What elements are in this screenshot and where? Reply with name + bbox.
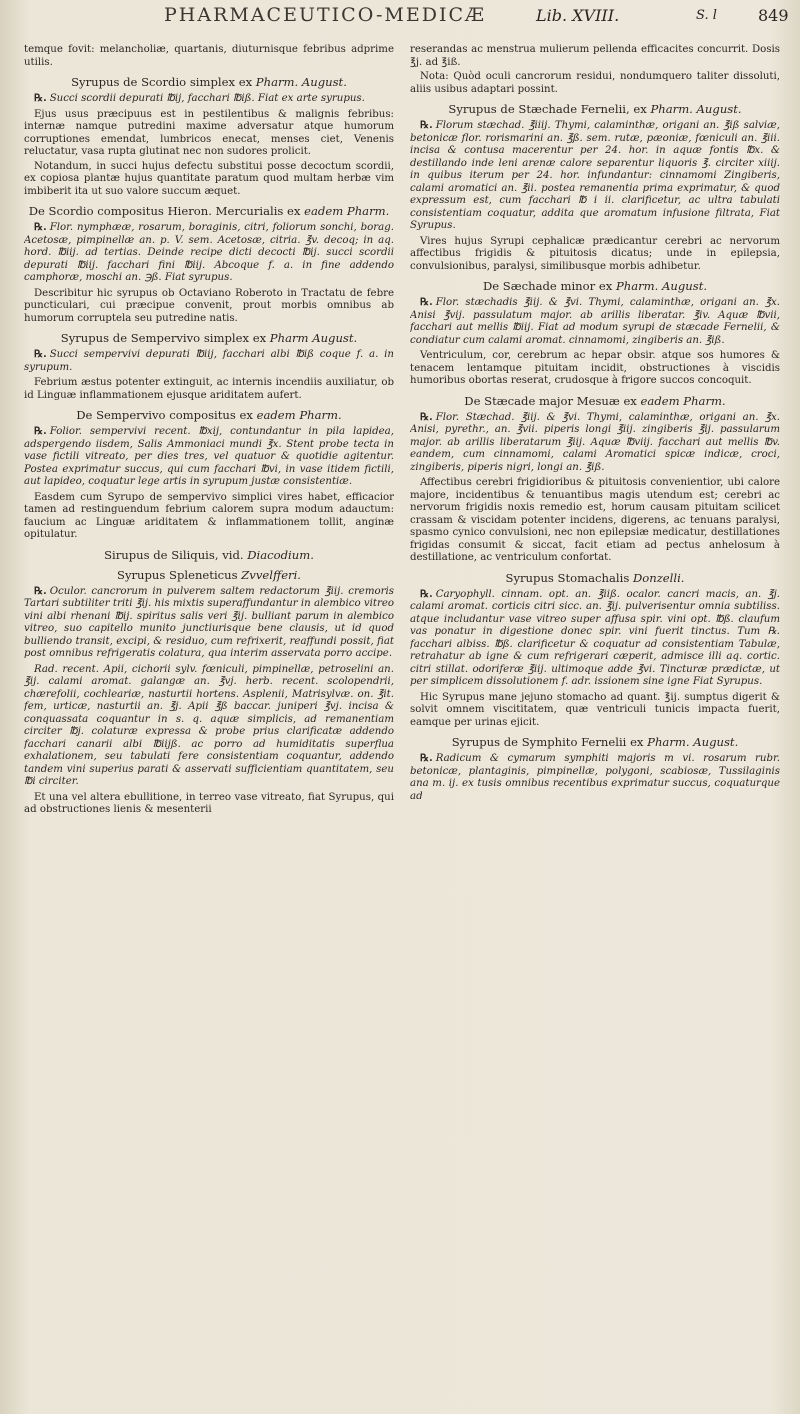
paragraph: Describitur hic syrupus ob Octaviano Roberoto in Tractatu de febre puncticulari, cui præcipue convenit, prout morbis omnibus ab humorum corruptela seu putredine natis. (24, 287, 394, 324)
heading-source: Diacodium. (247, 547, 314, 562)
formula-text: Succi sempervivi depurati ℔iij, facchari albi ℔iß coque f. a. in syrupum. (24, 349, 394, 373)
page-number: 849 (758, 6, 789, 25)
heading-source: Pharm. August. (650, 102, 742, 116)
recipe-formula (24, 92, 394, 106)
paragraph: temque fovit: melancholiæ, quartanis, diuturnisque febribus adprime utilis. (24, 44, 394, 68)
text-columns (24, 44, 782, 1398)
heading-text: Syrupus Spleneticus (117, 567, 242, 582)
recipe-formula (24, 348, 394, 374)
recipe-formula (410, 588, 780, 689)
recipe-symbol: ℞. (420, 752, 433, 764)
heading-source: eadem Pharm. (256, 408, 342, 422)
heading-source: Pharm August. (269, 331, 358, 345)
recipe-heading (410, 394, 780, 408)
recipe-heading (24, 75, 394, 89)
paragraph: Hic Syrupus mane jejuno stomacho ad quant. ℥ij. sumptus digerit & solvit omnem viscititatem, quæ ventriculi tunicis impacta fuerit, eamque per urinas ejicit. (410, 691, 780, 728)
heading-text: Syrupus de Scordio simplex ex (71, 75, 256, 89)
recipe-symbol: ℞. (420, 296, 433, 308)
recipe-formula (24, 664, 394, 789)
heading-source: Pharm. August. (255, 75, 347, 89)
recipe-formula (24, 425, 394, 489)
recipe-symbol: ℞. (420, 410, 433, 423)
recipe-heading (410, 279, 780, 293)
heading-source: Pharm. August. (647, 735, 739, 749)
recipe-symbol: ℞. (420, 587, 433, 600)
paragraph: Vires hujus Syrupi cephalicæ prædicantur cerebri ac nervorum affectibus frigidis & pituitosis dicatus; unde in epilepsia, convulsionibus, paralysi, similibusque morbis adhibetur. (410, 235, 780, 272)
heading-source: Donzelli. (632, 570, 685, 585)
recipe-heading (24, 568, 394, 582)
heading-text: Syrupus de Stæchade Fernelii, ex (448, 102, 651, 116)
recipe-symbol: ℞. (34, 425, 47, 437)
formula-text: Folior. sempervivi recent. ℔xij, contundantur in pila lapidea, adspergendo iisdem, Salis Ammoniaci mundi ℥x. Stent probe tecta in vase fictili vitreato, per dies tres, vel quatuor & quotidie agitentur. Postea exprimatur succus, qui cum facchari ℔vi, in vase itidem fictili, aut lapideo, coquatur lege artis in syrupum justæ consistentiæ. (24, 426, 394, 487)
heading-source: eadem Pharm. (640, 393, 726, 408)
left-column (24, 44, 394, 1398)
book-number: Lib. XVIII. (536, 6, 620, 25)
paragraph: Febrium æstus potenter extinguit, ac internis incendiis auxiliatur, ob id Linguæ inflammationem ejusque ariditatem aufert. (24, 377, 394, 401)
formula-text: Radicum & cymarum symphiti majoris m vi. rosarum rubr. betonicæ, plantaginis, pimpinellæ, polygoni, scabiosæ, Tussilaginis ana m. ij. ex tusis omnibus recentibus exprimatur succus, coquaturque ad (410, 753, 780, 802)
recipe-formula (24, 585, 394, 661)
recipe-heading (24, 548, 394, 562)
recipe-formula (410, 296, 780, 347)
formula-text: Flor. Stæchad. ℥iij. & ℥vi. Thymi, calaminthæ, origani an. ℥x. Anisi, pyrethr., an. ℥vii. piperis longi ℥iij. zingiberis ℥ij. passularum major. ab arillis liberatarum ℥iij. Aquæ ℔viij. facchari aut mellis ℔v. eandem, cum cinnamomi, calami Aromatici spicæ indicæ, croci, zingiberis, piperis nigri, longi an. ℥iß. (410, 411, 780, 473)
recipe-heading (410, 571, 780, 585)
paragraph: Nota: Quòd oculi cancrorum residui, nondumquero taliter dissoluti, aliis usibus adaptari possint. (410, 71, 780, 95)
recipe-symbol: ℞. (420, 119, 433, 131)
recipe-formula (410, 752, 780, 803)
recipe-formula (410, 411, 780, 475)
recipe-heading (24, 204, 394, 218)
formula-text: Caryophyll. cinnam. opt. an. ℥iiß. ocalor. cancri macis, an. ℥j. calami aromat. corticis citri sicc. an. ℥ij. pulverisentur omnia subtiliss. atque includantur vase vitreo super affusa spir. vini opt. ℔ß. claufum vas ponatur in digestione donec spir. vini fuerit tinctus. Tum ℞. facchari albiss. ℔ß. clarificetur & coquatur ad consistentiam Tabulæ, retrahatur ab igne & cum refrigerari cæperit, admisce illi aq. cortic. citri stillat. odoriferæ ℥iij. ultimoque adde ℥vi. Tincturæ prædictæ, ut per simplicem dissolutionem f. adr. issionem sine igne Fiat Syrupus. (410, 588, 780, 687)
recipe-symbol: ℞. (34, 348, 47, 360)
paragraph: Et una vel altera ebullitione, in terreo vase vitreato, fiat Syrupus, qui ad obstructiones lienis & mesenterii (24, 791, 394, 815)
formula-text: Flor. stæchadis ℥iij. & ℥vi. Thymi, calaminthæ, origani an. ℥x. Anisi ℥vij. passulatum major. ab arillis liberatar. ℥iv. Aquæ ℔vii, facchari aut mellis ℔iij. Fiat ad modum syrupi de stæcade Fernelii, & condiatur cum calami aromat. cinnamomi, zingiberis an. ℥iß. (410, 297, 780, 346)
heading-text: De Scordio compositus Hieron. Mercurialis ex (28, 204, 305, 218)
heading-source: eadem Pharm. (304, 204, 390, 218)
section-mark: S. l (696, 8, 717, 23)
recipe-heading (410, 102, 780, 116)
paragraph: Ejus usus præcipuus est in pestilentibus & malignis febribus: internæ namque putredini maxime adversatur atque humorum corruptiones emendat, lumbricos enecat, menses ciet, Venenis reluctatur, vasa rupta glutinat nec non sudores prolicit. (24, 108, 394, 157)
formula-text: Florum stæchad. ℥iiij. Thymi, calaminthæ, origani an. ℥iß salviæ, betonicæ flor. rorismarini an. ℥ß. sem. rutæ, pæoniæ, fœniculi an. ℥iii. incisa & contusa macerentur per 24. hor. in aquæ fontis ℔x. & destillando inde leni arenæ calore separentur liquoris ℥. circiter xiiij. in quibus iterum per 24. hor. infundantur: cinnamomi Zingiberis, calami aromatici an. ℥ii. postea remanentia prima exprimatur, & quod expressum est, cum facchari ℔ i ii. clarificetur, ac ultra tabulati consistentiam coquatur, addita que aromatum infusione filtrata, Fiat Syrupus. (410, 120, 780, 231)
paragraph: Affectibus cerebri frigidioribus & pituitosis convenientior, ubi calore majore, incidentibus & tenuantibus magis utendum est; cerebri ac nervorum frigidis noxis remedio est, horum causam pituitam scilicet crassam & viscidam potenter incidens, digerens, ac tenuans paralysi, spasmo cynico convulsioni, nec non epilepsiæ medicatur, destillationes frigidas consumit & siccat, facit etiam ad pectus anhelosum à destillatione, ac ventriculum confortat. (410, 477, 780, 563)
recipe-symbol: ℞. (34, 92, 47, 104)
recipe-heading (24, 408, 394, 422)
heading-text: Syrupus de Sempervivo simplex ex (60, 331, 270, 345)
recipe-symbol: ℞. (34, 584, 47, 597)
heading-text: Syrupus Stomachalis (505, 570, 633, 585)
paragraph: Easdem cum Syrupo de sempervivo simplici vires habet, efficacior tamen ad restinguendum febrium calorem supra modum adauctum: faucium ac Linguæ ariditatem & inflammationem tollit, anginæ opitulatur. (24, 491, 394, 540)
formula-text: Flor. nymphææ, rosarum, boraginis, citri, foliorum sonchi, borag. Acetosæ, pimpinellæ an. p. V. sem. Acetosæ, citria. ℥v. decoq; in aq. hord. ℔iij. ad tertias. Deinde recipe dicti decocti ℔ij. succi scordii depurati ℔iij. facchari fini ℔iij. Abcoque f. a. in fine addendo camphoræ, moschi an. ℈ß. Fiat syrupus. (24, 222, 394, 283)
page-header (24, 0, 789, 44)
paragraph: reserandas ac menstrua mulierum pellenda efficacites concurrit. Dosis ℥j. ad ℥iß. (410, 44, 780, 68)
heading-text: De Sempervivo compositus ex (76, 408, 257, 422)
recipe-symbol: ℞. (34, 221, 47, 233)
running-title: PHARMACEUTICO-MEDICÆ (164, 4, 487, 26)
heading-text: De Stæcade major Mesuæ ex (464, 393, 641, 408)
recipe-formula (410, 119, 780, 233)
paragraph: Notandum, in succi hujus defectu substitui posse decoctum scordii, ex copiosa plantæ hujus quantitate paratum quod multam herbæ vim imbiberit ita ut suo valore succum æquet. (24, 160, 394, 197)
heading-source: Zvvelfferi. (241, 567, 301, 582)
heading-text: De Sæchade minor ex (482, 279, 616, 293)
paragraph: Ventriculum, cor, cerebrum ac hepar obsir. atque sos humores & tenacem lentamque pituitam incidit, obstructiones à viscidis humoribus obortas reserat, crudosque à frigore succos concoquit. (410, 350, 780, 386)
recipe-heading (24, 331, 394, 345)
formula-text: Succi scordii depurati ℔ij, facchari ℔iß. Fiat ex arte syrupus. (49, 93, 365, 104)
recipe-formula (24, 221, 394, 285)
formula-text: Oculor. cancrorum in pulverem saltem redactorum ℥iij. cremoris Tartari subtiliter triti ℥ij. his mixtis superaffundantur in alembico vitreo vini albi rhenani ℔ij. spiritus salis veri ℥ij. bulliant parum in alembico vitreo, suo capitello munito junctiurisque bene clausis, ut id quod bulliendo transit, excipi, & residuo, cum refrixerit, reaffundi possit, fiat post omnibus refrigeratis colatura, qua interim asservata porro accipe. (24, 585, 394, 659)
heading-source: Pharm. August. (615, 279, 708, 293)
heading-text: Syrupus de Symphito Fernelii ex (451, 735, 648, 749)
recipe-heading (410, 735, 780, 749)
heading-text: Sirupus de Siliquis, vid. (104, 547, 248, 562)
formula-text: Rad. recent. Apii, cichorii sylv. fœniculi, pimpinellæ, petroselini an. ℥ij. calami aromat. galangæ an. ℥vj. herb. recent. scolopendrii, chærefolii, cochleariæ, nasturtii hortens. Asplenii, Matrisylvæ. on. ℥it. fem, urticæ, nasturtii an. ℥j. Apii ℥ß baccar. juniperi ℥vj. incisa & conquassata coquantur in s. q. aquæ simplicis, ad remanentiam circiter ℔j. colaturæ expressa & probe prius clarificatæ addendo facchari canarii albi ℔iijß. ac porro ad humiditatis superflua exhalationem, seu tabulati fere consistentiam coquantur, addendo tandem vini superius parati & asservati sufficientiam quantitatem, seu ℔i circiter. (24, 663, 394, 787)
right-column (410, 44, 780, 1398)
